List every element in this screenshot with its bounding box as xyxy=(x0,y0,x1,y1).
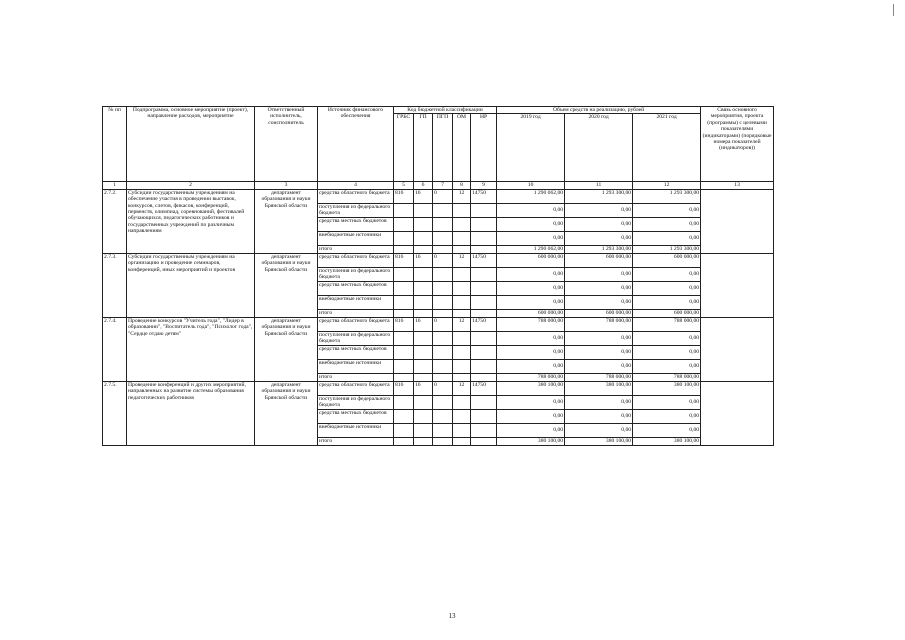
table-row xyxy=(103,189,774,203)
column-number: 12 xyxy=(633,182,701,189)
code-gp: 16 xyxy=(414,189,433,203)
header-volume: Объем средств на реализацию, рублей xyxy=(497,107,701,114)
header-grbs: ГРБС xyxy=(394,114,414,182)
source-label: поступления из федерального бюджета xyxy=(318,395,394,409)
value-2021: 0,00 xyxy=(633,203,701,217)
header-executor: Ответственный исполнитель, соисполнитель xyxy=(255,107,318,182)
code-empty xyxy=(471,281,497,295)
total-label: итого xyxy=(318,309,394,317)
code-empty xyxy=(414,409,433,423)
column-number: 11 xyxy=(565,182,633,189)
source-label: средства местных бюджетов xyxy=(318,281,394,295)
value-2020: 600 000,00 xyxy=(565,253,633,267)
code-empty xyxy=(433,423,453,437)
code-empty xyxy=(453,309,471,317)
value-2019: 0,00 xyxy=(497,281,565,295)
row-number: 2.7.3. xyxy=(103,253,127,317)
code-empty xyxy=(394,267,414,281)
code-empty xyxy=(471,423,497,437)
value-2021: 0,00 xyxy=(633,359,701,373)
row-measure-name: Субсидии государственным учреждениям на обеспечение участия в проведении выставок, конкурсов, слетов, фикасов, конференций, первенств, олимпиад, соревнований, фестивалей обучающихся, педагогических работников и государственных учреждений по различным направлениям xyxy=(127,189,255,253)
value-2019: 0,00 xyxy=(497,217,565,231)
code-empty xyxy=(471,409,497,423)
code-empty xyxy=(453,231,471,245)
code-empty xyxy=(453,331,471,345)
row-indicator-link xyxy=(701,317,774,381)
code-empty xyxy=(471,331,497,345)
value-2019: 0,00 xyxy=(497,295,565,309)
code-om: 12 xyxy=(453,381,471,395)
value-2020: 1 293 300,00 xyxy=(565,189,633,203)
source-label: поступления из федерального бюджета xyxy=(318,267,394,281)
value-2019: 0,00 xyxy=(497,395,565,409)
value-2019: 0,00 xyxy=(497,231,565,245)
total-2021: 788 000,00 xyxy=(633,373,701,381)
total-2021: 600 000,00 xyxy=(633,309,701,317)
code-empty xyxy=(453,437,471,445)
total-2019: 1 290 062,00 xyxy=(497,245,565,253)
code-empty xyxy=(453,373,471,381)
code-empty xyxy=(433,217,453,231)
total-2020: 1 293 300,00 xyxy=(565,245,633,253)
column-number: 5 xyxy=(394,182,414,189)
code-empty xyxy=(433,309,453,317)
header-2020: 2020 год xyxy=(565,114,633,182)
code-empty xyxy=(394,373,414,381)
value-2019: 0,00 xyxy=(497,423,565,437)
row-indicator-link xyxy=(701,381,774,445)
code-empty xyxy=(414,217,433,231)
code-grbs: 816 xyxy=(394,317,414,331)
source-label: средства местных бюджетов xyxy=(318,409,394,423)
total-2020: 600 000,00 xyxy=(565,309,633,317)
code-empty xyxy=(433,345,453,359)
code-om: 12 xyxy=(453,189,471,203)
code-empty xyxy=(394,359,414,373)
value-2020: 0,00 xyxy=(565,345,633,359)
code-empty xyxy=(453,409,471,423)
row-measure-name: Субсидии государственным учреждениям на организацию и проведение семинаров, конференций, иных мероприятий и проектов xyxy=(127,253,255,317)
code-empty xyxy=(471,373,497,381)
value-2020: 0,00 xyxy=(565,267,633,281)
code-empty xyxy=(394,295,414,309)
column-number: 8 xyxy=(453,182,471,189)
code-empty xyxy=(433,395,453,409)
header-2021: 2021 год xyxy=(633,114,701,182)
header-gp: ГП xyxy=(414,114,433,182)
header-no: № пп xyxy=(103,107,127,182)
code-empty xyxy=(414,245,433,253)
code-np: 14750 xyxy=(471,317,497,331)
source-label: внебюджетные источники xyxy=(318,295,394,309)
code-gp: 16 xyxy=(414,381,433,395)
value-2020: 0,00 xyxy=(565,409,633,423)
column-number: 6 xyxy=(414,182,433,189)
source-label: внебюджетные источники xyxy=(318,359,394,373)
table-body xyxy=(103,189,774,445)
code-empty xyxy=(414,231,433,245)
value-2020: 380 100,00 xyxy=(565,381,633,395)
header-2019: 2019 год xyxy=(497,114,565,182)
column-number: 9 xyxy=(471,182,497,189)
code-empty xyxy=(433,359,453,373)
row-measure-name: Проведение конкурсов "Учитель года", "Лидер в образовании", "Воспитатель года", "Психолог года", "Сердце отдаю детям" xyxy=(127,317,255,381)
code-empty xyxy=(471,345,497,359)
column-number: 7 xyxy=(433,182,453,189)
value-2019: 0,00 xyxy=(497,203,565,217)
code-empty xyxy=(471,267,497,281)
value-2020: 0,00 xyxy=(565,231,633,245)
value-2020: 0,00 xyxy=(565,331,633,345)
value-2020: 0,00 xyxy=(565,423,633,437)
column-number: 2 xyxy=(127,182,255,189)
code-empty xyxy=(453,203,471,217)
code-pgp: 0 xyxy=(433,317,453,331)
code-empty xyxy=(414,373,433,381)
value-2021: 0,00 xyxy=(633,395,701,409)
code-empty xyxy=(471,203,497,217)
page-number: 13 xyxy=(448,612,456,620)
code-empty xyxy=(414,437,433,445)
code-om: 12 xyxy=(453,253,471,267)
code-empty xyxy=(433,267,453,281)
header-name: Подпрограмма, основное мероприятие (проект), направление расходов, мероприятие xyxy=(127,107,255,182)
value-2021: 0,00 xyxy=(633,267,701,281)
code-empty xyxy=(433,409,453,423)
code-gp: 16 xyxy=(414,317,433,331)
value-2019: 0,00 xyxy=(497,331,565,345)
code-empty xyxy=(453,295,471,309)
code-empty xyxy=(394,245,414,253)
code-grbs: 816 xyxy=(394,253,414,267)
header-link: Связь основного мероприятия, проекта (программы) с целевыми показателями (индикаторами) (порядковые номера показателей (индикаторов)) xyxy=(701,107,774,182)
total-2019: 788 000,00 xyxy=(497,373,565,381)
code-empty xyxy=(471,437,497,445)
value-2019: 380 100,00 xyxy=(497,381,565,395)
code-grbs: 816 xyxy=(394,189,414,203)
code-empty xyxy=(453,359,471,373)
code-empty xyxy=(453,267,471,281)
row-number: 2.7.4. xyxy=(103,317,127,381)
code-empty xyxy=(414,281,433,295)
header-kbk: Код бюджетной классификации xyxy=(394,107,497,114)
total-label: итого xyxy=(318,245,394,253)
row-number: 2.7.2. xyxy=(103,189,127,253)
code-empty xyxy=(471,395,497,409)
value-2019: 0,00 xyxy=(497,267,565,281)
budget-table xyxy=(102,106,774,446)
total-2021: 380 100,00 xyxy=(633,437,701,445)
value-2021: 0,00 xyxy=(633,423,701,437)
value-2021: 0,00 xyxy=(633,231,701,245)
code-np: 14750 xyxy=(471,189,497,203)
code-empty xyxy=(453,281,471,295)
source-label: средства местных бюджетов xyxy=(318,217,394,231)
row-executor: департамент образования и науки Брянской области xyxy=(255,253,318,317)
code-om: 12 xyxy=(453,317,471,331)
row-number: 2.7.5. xyxy=(103,381,127,445)
value-2021: 380 100,00 xyxy=(633,381,701,395)
source-label: средства областного бюджета xyxy=(318,189,394,203)
code-np: 14750 xyxy=(471,253,497,267)
code-np: 14750 xyxy=(471,381,497,395)
code-empty xyxy=(453,395,471,409)
code-pgp: 0 xyxy=(433,253,453,267)
source-label: средства местных бюджетов xyxy=(318,345,394,359)
code-empty xyxy=(394,423,414,437)
row-measure-name: Проведение конференций и других мероприятий, направленных на развитие системы образования педагогических работников xyxy=(127,381,255,445)
column-number: 4 xyxy=(318,182,394,189)
source-label: средства областного бюджета xyxy=(318,253,394,267)
total-label: итого xyxy=(318,373,394,381)
code-empty xyxy=(414,267,433,281)
value-2019: 1 290 062,00 xyxy=(497,189,565,203)
column-number: 3 xyxy=(255,182,318,189)
code-empty xyxy=(394,203,414,217)
value-2021: 0,00 xyxy=(633,217,701,231)
code-empty xyxy=(471,359,497,373)
header-om: ОМ xyxy=(453,114,471,182)
code-empty xyxy=(433,231,453,245)
code-empty xyxy=(394,217,414,231)
value-2020: 0,00 xyxy=(565,203,633,217)
table-row xyxy=(103,317,774,331)
value-2021: 0,00 xyxy=(633,295,701,309)
code-empty xyxy=(394,331,414,345)
value-2021: 0,00 xyxy=(633,409,701,423)
code-empty xyxy=(394,395,414,409)
code-gp: 16 xyxy=(414,253,433,267)
value-2019: 788 000,00 xyxy=(497,317,565,331)
total-2021: 1 293 300,00 xyxy=(633,245,701,253)
value-2021: 600 000,00 xyxy=(633,253,701,267)
code-empty xyxy=(453,217,471,231)
source-label: средства областного бюджета xyxy=(318,381,394,395)
source-label: средства областного бюджета xyxy=(318,317,394,331)
code-empty xyxy=(471,309,497,317)
code-empty xyxy=(394,437,414,445)
code-empty xyxy=(414,295,433,309)
code-pgp: 0 xyxy=(433,381,453,395)
code-empty xyxy=(471,245,497,253)
code-empty xyxy=(433,281,453,295)
value-2021: 0,00 xyxy=(633,345,701,359)
header-row xyxy=(103,107,774,114)
value-2020: 0,00 xyxy=(565,295,633,309)
header-source: Источник финансового обеспечения xyxy=(318,107,394,182)
row-executor: департамент образования и науки Брянской области xyxy=(255,189,318,253)
table-row xyxy=(103,381,774,395)
code-pgp: 0 xyxy=(433,189,453,203)
total-2020: 380 100,00 xyxy=(565,437,633,445)
column-number-row xyxy=(103,182,774,189)
code-empty xyxy=(394,409,414,423)
value-2021: 788 000,00 xyxy=(633,317,701,331)
code-empty xyxy=(394,309,414,317)
code-empty xyxy=(453,423,471,437)
value-2020: 788 000,00 xyxy=(565,317,633,331)
code-empty xyxy=(394,281,414,295)
row-executor: департамент образования и науки Брянской области xyxy=(255,381,318,445)
table-row xyxy=(103,253,774,267)
code-grbs: 816 xyxy=(394,381,414,395)
value-2019: 0,00 xyxy=(497,409,565,423)
source-label: внебюджетные источники xyxy=(318,231,394,245)
value-2021: 0,00 xyxy=(633,281,701,295)
total-2019: 600 000,00 xyxy=(497,309,565,317)
code-empty xyxy=(433,437,453,445)
code-empty xyxy=(394,231,414,245)
total-label: итого xyxy=(318,437,394,445)
code-empty xyxy=(414,395,433,409)
code-empty xyxy=(471,217,497,231)
column-number: 13 xyxy=(701,182,774,189)
code-empty xyxy=(453,245,471,253)
code-empty xyxy=(414,423,433,437)
code-empty xyxy=(453,345,471,359)
code-empty xyxy=(471,295,497,309)
row-executor: департамент образования и науки Брянской области xyxy=(255,317,318,381)
value-2019: 0,00 xyxy=(497,359,565,373)
header-pgp: ПГП xyxy=(433,114,453,182)
code-empty xyxy=(433,373,453,381)
code-empty xyxy=(433,295,453,309)
code-empty xyxy=(471,231,497,245)
header-np: НР xyxy=(471,114,497,182)
code-empty xyxy=(414,345,433,359)
value-2021: 1 293 300,00 xyxy=(633,189,701,203)
value-2019: 0,00 xyxy=(497,345,565,359)
column-number: 10 xyxy=(497,182,565,189)
source-label: внебюджетные источники xyxy=(318,423,394,437)
code-empty xyxy=(414,331,433,345)
code-empty xyxy=(394,345,414,359)
row-indicator-link xyxy=(701,189,774,253)
page-edge-mark xyxy=(893,4,894,16)
value-2020: 0,00 xyxy=(565,395,633,409)
code-empty xyxy=(433,331,453,345)
total-2019: 380 100,00 xyxy=(497,437,565,445)
row-indicator-link xyxy=(701,253,774,317)
total-2020: 788 000,00 xyxy=(565,373,633,381)
value-2021: 0,00 xyxy=(633,331,701,345)
source-label: поступления из федерального бюджета xyxy=(318,203,394,217)
value-2019: 600 000,00 xyxy=(497,253,565,267)
value-2020: 0,00 xyxy=(565,281,633,295)
code-empty xyxy=(433,245,453,253)
value-2020: 0,00 xyxy=(565,359,633,373)
column-number: 1 xyxy=(103,182,127,189)
code-empty xyxy=(433,203,453,217)
source-label: поступления из федерального бюджета xyxy=(318,331,394,345)
code-empty xyxy=(414,359,433,373)
code-empty xyxy=(414,203,433,217)
code-empty xyxy=(414,309,433,317)
value-2020: 0,00 xyxy=(565,217,633,231)
